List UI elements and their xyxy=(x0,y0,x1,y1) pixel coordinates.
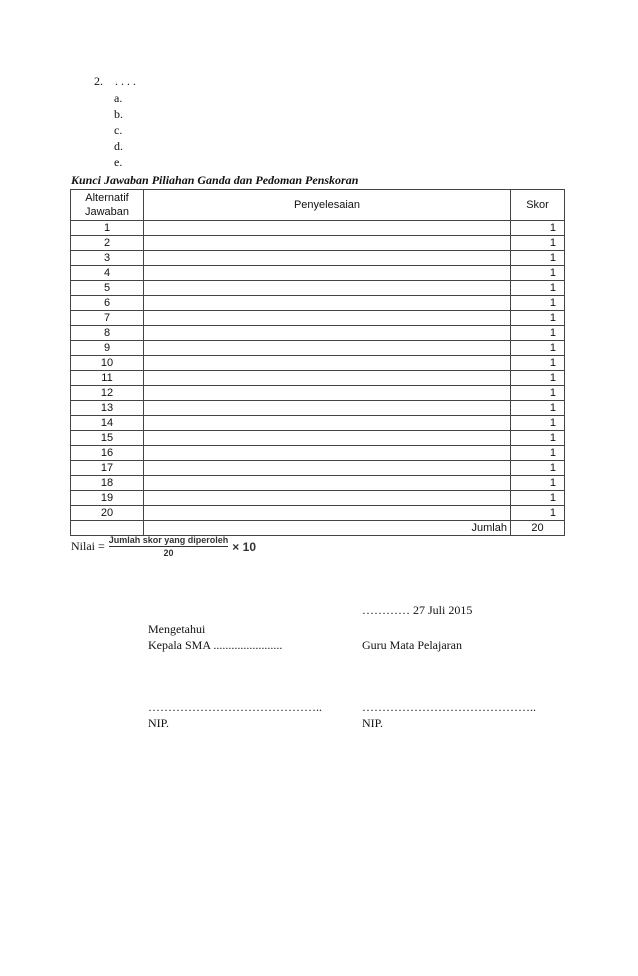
row-penyelesaian xyxy=(144,506,511,521)
fraction-denominator: 20 xyxy=(163,548,174,558)
table-row xyxy=(71,461,565,476)
nilai-multiplier: × 10 xyxy=(232,539,256,554)
question-stem xyxy=(94,74,136,89)
row-penyelesaian xyxy=(144,446,511,461)
row-number: 8 xyxy=(71,326,144,341)
question-text: . . . . xyxy=(115,74,136,88)
header-skor: Skor xyxy=(511,190,565,221)
nilai-fraction xyxy=(109,535,229,558)
row-penyelesaian xyxy=(144,221,511,236)
fraction-bar xyxy=(109,546,229,547)
table-row xyxy=(71,221,565,236)
nilai-label: Nilai = xyxy=(71,539,105,553)
row-skor: 1 xyxy=(511,401,565,416)
row-skor: 1 xyxy=(511,491,565,506)
row-skor: 1 xyxy=(511,296,565,311)
table-row xyxy=(71,491,565,506)
row-number: 18 xyxy=(71,476,144,491)
jumlah-row xyxy=(71,521,565,536)
option-item: a. xyxy=(114,91,123,105)
table-row xyxy=(71,296,565,311)
table-row xyxy=(71,371,565,386)
signature-nip-left: NIP. xyxy=(148,716,170,730)
table-row xyxy=(71,251,565,266)
row-penyelesaian xyxy=(144,416,511,431)
row-number: 17 xyxy=(71,461,144,476)
row-skor: 1 xyxy=(511,371,565,386)
row-skor: 1 xyxy=(511,356,565,371)
table-row xyxy=(71,431,565,446)
signature-dots-left: …………………………………….. xyxy=(148,700,322,714)
row-skor: 1 xyxy=(511,326,565,341)
row-number: 19 xyxy=(71,491,144,506)
row-penyelesaian xyxy=(144,341,511,356)
signature-dots-right: …………………………………….. xyxy=(362,700,536,714)
nilai-formula xyxy=(71,535,256,558)
table-row xyxy=(71,446,565,461)
header-penyelesaian: Penyelesaian xyxy=(144,190,511,221)
table-header-row xyxy=(71,190,565,221)
jumlah-empty-cell xyxy=(71,521,144,536)
row-number: 2 xyxy=(71,236,144,251)
jumlah-label: Jumlah xyxy=(144,521,511,536)
row-skor: 1 xyxy=(511,446,565,461)
signature-mengetahui: Mengetahui xyxy=(148,622,206,636)
row-number: 9 xyxy=(71,341,144,356)
row-skor: 1 xyxy=(511,386,565,401)
row-penyelesaian xyxy=(144,386,511,401)
row-skor: 1 xyxy=(511,281,565,296)
row-penyelesaian xyxy=(144,476,511,491)
signature-kepala: Kepala SMA ....................... xyxy=(148,638,283,652)
table-row xyxy=(71,356,565,371)
row-number: 14 xyxy=(71,416,144,431)
row-skor: 1 xyxy=(511,236,565,251)
table-row xyxy=(71,236,565,251)
row-skor: 1 xyxy=(511,341,565,356)
option-item: e. xyxy=(114,155,123,169)
row-penyelesaian xyxy=(144,461,511,476)
row-penyelesaian xyxy=(144,371,511,386)
row-number: 10 xyxy=(71,356,144,371)
table-row xyxy=(71,416,565,431)
row-number: 7 xyxy=(71,311,144,326)
row-penyelesaian xyxy=(144,236,511,251)
table-row xyxy=(71,341,565,356)
table-row xyxy=(71,386,565,401)
signature-nip-right: NIP. xyxy=(362,716,384,730)
option-item: c. xyxy=(114,123,123,137)
header-alternatif: Alternatif Jawaban xyxy=(71,190,144,221)
row-skor: 1 xyxy=(511,416,565,431)
answer-key-table xyxy=(70,189,565,536)
fraction-numerator: Jumlah skor yang diperoleh xyxy=(108,535,229,545)
question-number: 2. xyxy=(94,74,103,88)
row-penyelesaian xyxy=(144,311,511,326)
row-skor: 1 xyxy=(511,461,565,476)
row-skor: 1 xyxy=(511,311,565,326)
table-row xyxy=(71,476,565,491)
table-row xyxy=(71,266,565,281)
option-item: b. xyxy=(114,107,123,121)
row-penyelesaian xyxy=(144,296,511,311)
table-row xyxy=(71,506,565,521)
table-row xyxy=(71,401,565,416)
row-penyelesaian xyxy=(144,356,511,371)
row-penyelesaian xyxy=(144,491,511,506)
option-list xyxy=(114,90,123,170)
row-number: 1 xyxy=(71,221,144,236)
row-penyelesaian xyxy=(144,431,511,446)
row-penyelesaian xyxy=(144,281,511,296)
table-row xyxy=(71,311,565,326)
row-number: 4 xyxy=(71,266,144,281)
jumlah-value: 20 xyxy=(511,521,565,536)
row-skor: 1 xyxy=(511,251,565,266)
row-skor: 1 xyxy=(511,431,565,446)
row-number: 16 xyxy=(71,446,144,461)
row-number: 15 xyxy=(71,431,144,446)
row-penyelesaian xyxy=(144,401,511,416)
table-body xyxy=(71,221,565,521)
row-number: 13 xyxy=(71,401,144,416)
row-penyelesaian xyxy=(144,251,511,266)
row-skor: 1 xyxy=(511,266,565,281)
row-number: 20 xyxy=(71,506,144,521)
table-row xyxy=(71,281,565,296)
table-row xyxy=(71,326,565,341)
row-number: 12 xyxy=(71,386,144,401)
answer-key-title: Kunci Jawaban Piliahan Ganda dan Pedoman Penskoran xyxy=(71,173,359,187)
option-item: d. xyxy=(114,139,123,153)
signature-date: ………… 27 Juli 2015 xyxy=(362,603,473,617)
row-penyelesaian xyxy=(144,266,511,281)
row-number: 6 xyxy=(71,296,144,311)
row-number: 5 xyxy=(71,281,144,296)
row-number: 11 xyxy=(71,371,144,386)
row-skor: 1 xyxy=(511,476,565,491)
row-skor: 1 xyxy=(511,221,565,236)
row-number: 3 xyxy=(71,251,144,266)
row-skor: 1 xyxy=(511,506,565,521)
signature-guru: Guru Mata Pelajaran xyxy=(362,638,462,652)
row-penyelesaian xyxy=(144,326,511,341)
